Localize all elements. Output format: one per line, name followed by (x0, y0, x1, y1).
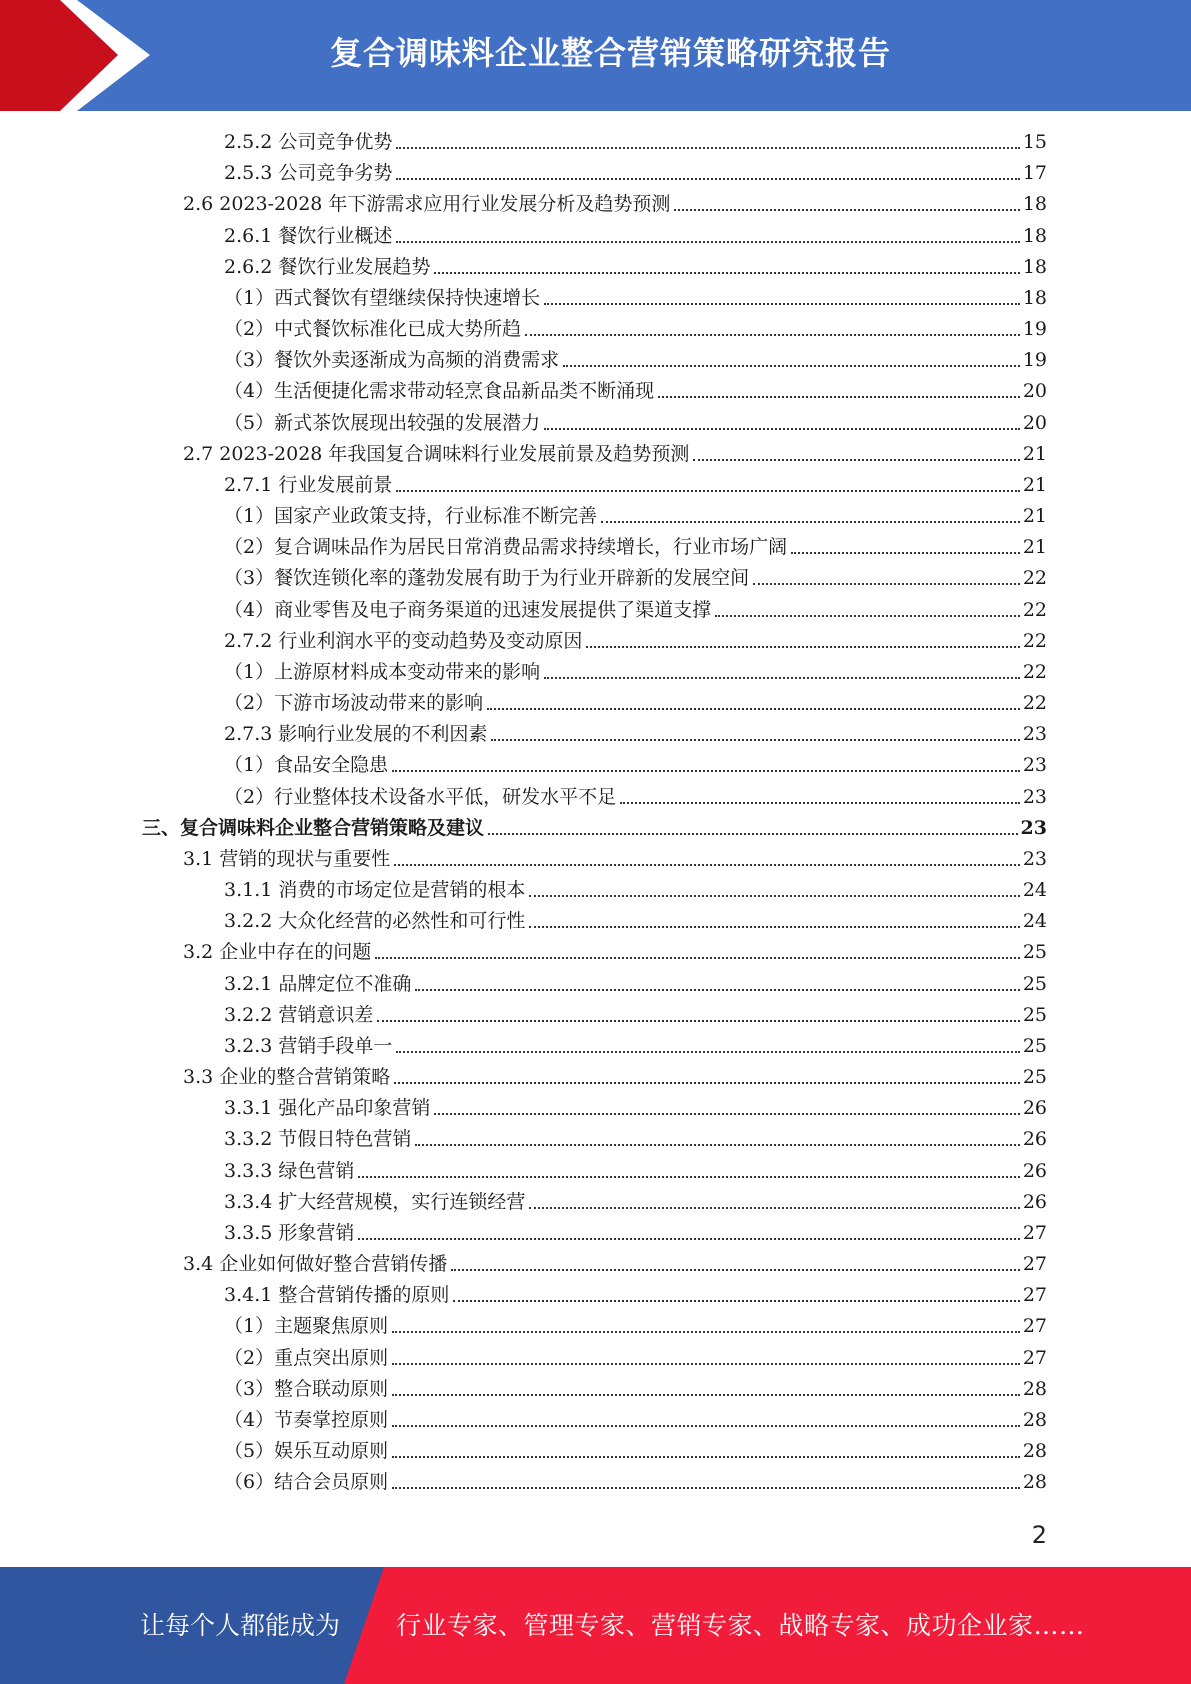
toc-leader-dots (563, 365, 1020, 367)
toc-entry[interactable] (224, 220, 1047, 248)
toc-entry[interactable] (224, 251, 1047, 279)
toc-leader-dots (377, 1020, 1019, 1022)
toc-entry-label: （1）主题聚焦原则 (224, 1315, 389, 1337)
toc-entry-page: 26 (1022, 1191, 1047, 1213)
toc-entry[interactable] (224, 781, 1047, 809)
page-number: 2 (1031, 1521, 1047, 1549)
toc-entry-label: 2.6 2023-2028 年下游需求应用行业发展分析及趋势预测 (183, 193, 671, 215)
toc-entry[interactable] (224, 749, 1047, 777)
toc-leader-dots (525, 334, 1020, 336)
toc-leader-dots (529, 1207, 1019, 1209)
toc-entry-label: （2）行业整体技术设备水平低，研发水平不足 (224, 786, 617, 808)
page-header (0, 0, 1191, 111)
toc-entry-page: 23 (1022, 754, 1047, 776)
toc-entry-label: 2.5.2 公司竞争优势 (224, 131, 393, 153)
toc-entry[interactable] (224, 469, 1047, 497)
toc-entry-page: 28 (1022, 1471, 1047, 1493)
toc-leader-dots (358, 1238, 1019, 1240)
document-title: 复合调味料企业整合营销策略研究报告 (329, 34, 891, 72)
toc-leader-dots (693, 459, 1019, 461)
toc-entry-label: （1）食品安全隐患 (224, 754, 389, 776)
toc-leader-dots (396, 241, 1019, 243)
toc-entry[interactable] (224, 718, 1047, 746)
toc-leader-dots (396, 147, 1019, 149)
toc-leader-dots (586, 646, 1019, 648)
toc-entry-label: 3.2.1 品牌定位不准确 (224, 973, 412, 995)
toc-entry-page: 23 (1022, 723, 1047, 745)
toc-entry[interactable] (224, 313, 1047, 341)
toc-entry[interactable] (224, 1466, 1047, 1494)
toc-entry[interactable] (183, 843, 1047, 871)
toc-leader-dots (392, 1331, 1020, 1333)
toc-entry-label: （1）国家产业政策支持，行业标准不断完善 (224, 505, 598, 527)
toc-entry[interactable] (224, 1404, 1047, 1432)
toc-entry-page: 18 (1022, 193, 1047, 215)
toc-leader-dots (753, 583, 1020, 585)
toc-entry-label: （2）中式餐饮标准化已成大势所趋 (224, 318, 522, 340)
toc-entry-page: 26 (1022, 1097, 1047, 1119)
toc-entry-page: 23 (1022, 786, 1047, 808)
toc-entry[interactable] (224, 531, 1047, 559)
toc-entry-page: 15 (1022, 131, 1047, 153)
toc-entry[interactable] (224, 1279, 1047, 1307)
toc-entry-page: 25 (1022, 941, 1047, 963)
toc-entry-label: （4）节奏掌控原则 (224, 1409, 389, 1431)
toc-entry[interactable] (224, 1373, 1047, 1401)
toc-leader-dots (394, 1082, 1020, 1084)
toc-entry-label: 3.3.2 节假日特色营销 (224, 1128, 412, 1150)
toc-entry-label: 2.6.1 餐饮行业概述 (224, 225, 393, 247)
toc-leader-dots (358, 1176, 1019, 1178)
toc-entry-label: （1）上游原材料成本变动带来的影响 (224, 661, 541, 683)
toc-leader-dots (487, 708, 1020, 710)
toc-leader-dots (415, 1144, 1019, 1146)
toc-leader-dots (396, 1051, 1019, 1053)
toc-entry-page: 23 (1022, 848, 1047, 870)
toc-leader-dots (529, 926, 1019, 928)
toc-leader-dots (392, 1394, 1020, 1396)
toc-entry-page: 21 (1022, 505, 1047, 527)
toc-entry-label: （6）结合会员原则 (224, 1471, 389, 1493)
toc-leader-dots (544, 677, 1020, 679)
toc-entry-page: 23 (1020, 817, 1047, 839)
toc-leader-dots (434, 272, 1019, 274)
toc-leader-dots (396, 490, 1019, 492)
toc-entry-label: 2.5.3 公司竞争劣势 (224, 162, 393, 184)
toc-leader-dots (451, 1269, 1020, 1271)
toc-entry-page: 20 (1022, 380, 1047, 402)
toc-leader-dots (375, 957, 1020, 959)
toc-entry[interactable] (224, 874, 1047, 902)
toc-entry-page: 22 (1022, 599, 1047, 621)
toc-entry-label: （3）餐饮连锁化率的蓬勃发展有助于为行业开辟新的发展空间 (224, 567, 750, 589)
toc-entry[interactable] (224, 1092, 1047, 1120)
toc-entry[interactable] (224, 968, 1047, 996)
toc-entry[interactable] (224, 1310, 1047, 1338)
toc-entry-label: （2）重点突出原则 (224, 1347, 389, 1369)
toc-entry-page: 26 (1022, 1160, 1047, 1182)
toc-entry-page: 27 (1022, 1222, 1047, 1244)
toc-entry-page: 25 (1022, 1004, 1047, 1026)
toc-entry-label: 2.7.2 行业利润水平的变动趋势及变动原因 (224, 630, 583, 652)
toc-entry-label: 三、复合调味料企业整合营销策略及建议 (142, 817, 485, 839)
toc-entry-page: 19 (1022, 318, 1047, 340)
toc-entry-label: （4）生活便捷化需求带动轻烹食品新品类不断涌现 (224, 380, 655, 402)
toc-leader-dots (544, 303, 1020, 305)
toc-entry-page: 24 (1022, 879, 1047, 901)
toc-entry-label: （2）下游市场波动带来的影响 (224, 692, 484, 714)
toc-entry-page: 27 (1022, 1284, 1047, 1306)
toc-entry[interactable] (224, 1435, 1047, 1463)
toc-leader-dots (396, 178, 1019, 180)
toc-entry[interactable] (224, 1155, 1047, 1183)
toc-leader-dots (544, 428, 1020, 430)
toc-entry-label: （2）复合调味品作为居民日常消费品需求持续增长，行业市场广阔 (224, 536, 788, 558)
toc-entry[interactable] (183, 188, 1047, 216)
toc-entry-label: （4）商业零售及电子商务渠道的迅速发展提供了渠道支撑 (224, 599, 712, 621)
toc-entry-label: 3.2 企业中存在的问题 (183, 941, 372, 963)
toc-entry-page: 27 (1022, 1315, 1047, 1337)
toc-entry-label: 2.6.2 餐饮行业发展趋势 (224, 256, 431, 278)
toc-leader-dots (529, 895, 1019, 897)
toc-leader-dots (658, 396, 1020, 398)
toc-leader-dots (601, 521, 1020, 523)
toc-entry-page: 25 (1022, 973, 1047, 995)
toc-entry-page: 25 (1022, 1035, 1047, 1057)
toc-entry-page: 21 (1022, 536, 1047, 558)
page-footer (0, 1567, 1191, 1684)
toc-entry[interactable] (224, 1030, 1047, 1058)
toc-entry[interactable] (224, 344, 1047, 372)
toc-entry[interactable] (183, 936, 1047, 964)
toc-entry-label: 3.1.1 消费的市场定位是营销的根本 (224, 879, 526, 901)
toc-entry-label: 3.4.1 整合营销传播的原则 (224, 1284, 450, 1306)
toc-entry-label: （1）西式餐饮有望继续保持快速增长 (224, 287, 541, 309)
toc-entry[interactable] (224, 687, 1047, 715)
toc-entry-page: 22 (1022, 630, 1047, 652)
toc-entry[interactable] (224, 500, 1047, 528)
toc-entry-page: 26 (1022, 1128, 1047, 1150)
toc-entry-page: 27 (1022, 1347, 1047, 1369)
toc-entry[interactable] (224, 1186, 1047, 1214)
toc-entry-label: （5）娱乐互动原则 (224, 1440, 389, 1462)
toc-entry[interactable] (224, 656, 1047, 684)
toc-entry-page: 20 (1022, 412, 1047, 434)
toc-entry-label: 3.3.3 绿色营销 (224, 1160, 355, 1182)
toc-leader-dots (791, 552, 1020, 554)
toc-entry-label: 3.3.1 强化产品印象营销 (224, 1097, 431, 1119)
toc-entry-page: 18 (1022, 256, 1047, 278)
toc-entry-page: 22 (1022, 661, 1047, 683)
toc-entry-page: 18 (1022, 287, 1047, 309)
toc-entry-label: （3）餐饮外卖逐渐成为高频的消费需求 (224, 349, 560, 371)
toc-entry-page: 18 (1022, 225, 1047, 247)
footer-slogan-right: 行业专家、管理专家、营销专家、战略专家、成功企业家…… (396, 1611, 1085, 1640)
toc-entry[interactable] (183, 1248, 1047, 1276)
toc-entry-page: 22 (1022, 692, 1047, 714)
toc-entry[interactable] (224, 594, 1047, 622)
toc-entry[interactable] (224, 157, 1047, 185)
toc-entry-label: （5）新式茶饮展现出较强的发展潜力 (224, 412, 541, 434)
toc-leader-dots (392, 1363, 1020, 1365)
toc-entry-page: 28 (1022, 1440, 1047, 1462)
toc-leader-dots (434, 1113, 1019, 1115)
toc-entry[interactable] (224, 999, 1047, 1027)
toc-entry[interactable] (224, 905, 1047, 933)
toc-leader-dots (394, 864, 1020, 866)
toc-leader-dots (715, 615, 1020, 617)
toc-entry-page: 25 (1022, 1066, 1047, 1088)
toc-entry[interactable] (183, 438, 1047, 466)
toc-entry-label: （3）整合联动原则 (224, 1378, 389, 1400)
toc-entry[interactable] (183, 1061, 1047, 1089)
toc-entry[interactable] (142, 812, 1047, 840)
footer-slogan-left: 让每个人都能成为 (140, 1611, 341, 1640)
toc-entry-label: 2.7.1 行业发展前景 (224, 474, 393, 496)
toc-entry-label: 3.2.2 营销意识差 (224, 1004, 374, 1026)
toc-entry-label: 2.7.3 影响行业发展的不利因素 (224, 723, 488, 745)
toc-entry[interactable] (224, 126, 1047, 154)
toc-entry-page: 22 (1022, 567, 1047, 589)
toc-entry-page: 28 (1022, 1409, 1047, 1431)
toc-leader-dots (674, 209, 1019, 211)
toc-entry-page: 28 (1022, 1378, 1047, 1400)
toc-entry-label: 3.3 企业的整合营销策略 (183, 1066, 391, 1088)
toc-entry-page: 24 (1022, 910, 1047, 932)
toc-entry[interactable] (224, 562, 1047, 590)
toc-entry-page: 19 (1022, 349, 1047, 371)
toc-entry[interactable] (224, 1217, 1047, 1245)
toc-entry-label: 3.2.3 营销手段单一 (224, 1035, 393, 1057)
toc-entry-page: 27 (1022, 1253, 1047, 1275)
toc-entry-label: 3.3.4 扩大经营规模，实行连锁经营 (224, 1191, 526, 1213)
toc-entry-page: 21 (1022, 443, 1047, 465)
toc-entry-label: 2.7 2023-2028 年我国复合调味料行业发展前景及趋势预测 (183, 443, 690, 465)
toc-entry[interactable] (224, 1342, 1047, 1370)
toc-entry-label: 3.3.5 形象营销 (224, 1222, 355, 1244)
toc-leader-dots (415, 989, 1019, 991)
toc-leader-dots (453, 1300, 1019, 1302)
toc-entry-page: 17 (1022, 162, 1047, 184)
toc-leader-dots (392, 1425, 1020, 1427)
toc-entry[interactable] (224, 375, 1047, 403)
toc-entry-label: 3.2.2 大众化经营的必然性和可行性 (224, 910, 526, 932)
toc-leader-dots (488, 833, 1018, 835)
toc-entry[interactable] (224, 282, 1047, 310)
toc-entry-label: 3.4 企业如何做好整合营销传播 (183, 1253, 448, 1275)
toc-entry-label: 3.1 营销的现状与重要性 (183, 848, 391, 870)
toc-entry[interactable] (224, 1123, 1047, 1151)
toc-entry[interactable] (224, 407, 1047, 435)
toc-leader-dots (392, 770, 1020, 772)
toc-entry-page: 21 (1022, 474, 1047, 496)
toc-entry[interactable] (224, 625, 1047, 653)
toc-leader-dots (491, 739, 1019, 741)
toc-leader-dots (392, 1456, 1020, 1458)
toc-leader-dots (392, 1487, 1020, 1489)
toc-leader-dots (620, 802, 1020, 804)
